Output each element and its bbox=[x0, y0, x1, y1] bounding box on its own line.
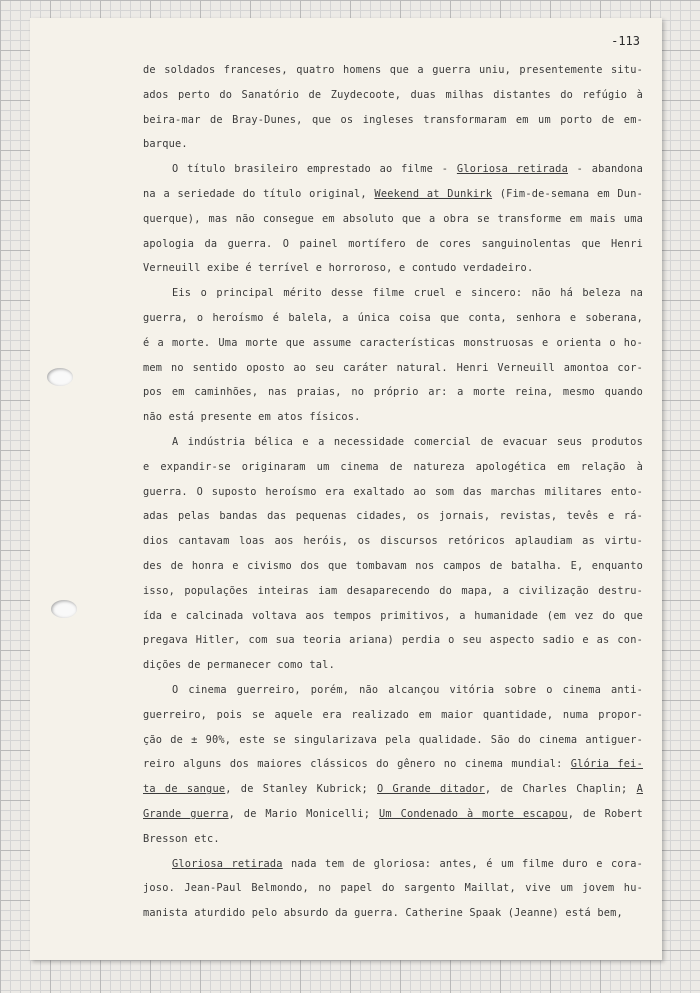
text-line bbox=[143, 157, 643, 182]
text-run: e expandir-se originaram um cinema de natureza apologética em relação à bbox=[143, 460, 643, 473]
text-run: , de Mario Monicelli; bbox=[228, 807, 379, 820]
text-line bbox=[143, 703, 643, 728]
text-line bbox=[143, 529, 643, 554]
text-line bbox=[143, 628, 643, 653]
text-line bbox=[143, 852, 643, 877]
text-line bbox=[143, 554, 643, 579]
text-run: Eis o principal mérito desse filme cruel e sincero: não há beleza na bbox=[172, 287, 643, 300]
text-line bbox=[143, 604, 643, 629]
text-run: dições de permanecer como tal. bbox=[143, 659, 335, 672]
text-line bbox=[143, 504, 643, 529]
text-run: (Fim-de-semana em Dun- bbox=[492, 187, 643, 200]
text-run: Bresson etc. bbox=[143, 832, 220, 845]
underlined-title: Gloriosa retirada bbox=[456, 163, 568, 176]
text-run: barque. bbox=[143, 138, 188, 151]
text-line bbox=[143, 306, 643, 331]
paragraph bbox=[143, 281, 643, 430]
text-run: pregava Hitler, com sua teoria ariana) perdia o seu aspecto sadio e as con- bbox=[143, 634, 643, 647]
paragraph bbox=[143, 852, 643, 926]
text-line bbox=[143, 182, 643, 207]
text-line bbox=[143, 281, 643, 306]
text-run: adas pelas bandas das pequenas cidades, os jornais, revistas, tevês e rá- bbox=[143, 510, 643, 523]
paragraph bbox=[143, 157, 643, 281]
text-run: , de Stanley Kubrick; bbox=[225, 783, 377, 796]
text-run: de soldados franceses, quatro homens que a guerra uniu, presentemente situ- bbox=[143, 64, 643, 76]
text-line bbox=[143, 876, 643, 901]
text-run: pos em caminhões, nas praias, no próprio ar: a morte reina, mesmo quando bbox=[143, 386, 643, 399]
underlined-title: Glória fei- bbox=[570, 758, 643, 771]
text-line bbox=[143, 678, 643, 703]
body-text bbox=[143, 58, 643, 926]
text-run: Verneuill exibe é terrível e horroroso, e contudo verdadeiro. bbox=[143, 262, 534, 275]
text-line bbox=[143, 752, 643, 777]
text-line bbox=[143, 827, 643, 852]
paragraph bbox=[143, 430, 643, 678]
underlined-title: ta de sangue bbox=[143, 783, 226, 796]
text-line bbox=[143, 256, 643, 281]
text-line bbox=[143, 380, 643, 405]
paragraph bbox=[143, 678, 643, 852]
text-run: dios cantavam loas aos heróis, os discursos retóricos aplaudiam as virtu- bbox=[143, 535, 643, 548]
text-line bbox=[143, 802, 643, 827]
text-line bbox=[143, 777, 643, 802]
text-run: , de Charles Chaplin; bbox=[484, 783, 637, 796]
text-line bbox=[143, 405, 643, 430]
text-run: nada tem de gloriosa: antes, é um filme duro e cora- bbox=[282, 857, 643, 870]
text-line bbox=[143, 430, 643, 455]
underlined-title: Um Condenado à morte escapou bbox=[378, 807, 568, 820]
punch-hole bbox=[47, 368, 73, 386]
page-number: -113 bbox=[611, 34, 640, 48]
text-run: A indústria bélica e a necessidade comercial de evacuar seus produtos bbox=[172, 435, 643, 448]
text-run: apologia da guerra. O painel mortífero de cores sanguinolentas que Henri bbox=[143, 237, 643, 250]
text-run: joso. Jean-Paul Belmondo, no papel do sargento Maillat, vive um jovem hu- bbox=[143, 882, 643, 895]
text-run: guerreiro, pois se aquele era realizado em maior quantidade, numa propor- bbox=[143, 708, 643, 721]
underlined-title: O Grande ditador bbox=[377, 783, 485, 796]
text-run: guerra, o heroísmo é balela, a única coisa que conta, senhora e soberana, bbox=[143, 311, 643, 324]
text-run: beira-mar de Bray-Dunes, que os ingleses transformaram em um porto de em- bbox=[143, 113, 643, 126]
underlined-title: Grande guerra bbox=[143, 807, 229, 820]
text-line bbox=[143, 480, 643, 505]
text-run: O título brasileiro emprestado ao filme - bbox=[172, 163, 457, 176]
text-line bbox=[143, 207, 643, 232]
text-run: é a morte. Uma morte que assume características monstruosas e orienta o ho- bbox=[143, 336, 643, 349]
text-run: isso, populações inteiras iam desaparecendo do mapa, a civilização destru- bbox=[143, 584, 643, 597]
text-run: - abandona bbox=[567, 163, 643, 176]
text-line bbox=[143, 653, 643, 678]
text-run: reiro alguns dos maiores clássicos do gênero no cinema mundial: bbox=[143, 758, 571, 771]
underlined-title: A bbox=[636, 783, 643, 796]
text-run: ados perto do Sanatório de Zuydecoote, duas milhas distantes do refúgio à bbox=[143, 88, 643, 101]
text-run: querque), mas não consegue em absoluto que a obra se transforme em mais uma bbox=[143, 212, 643, 225]
text-line bbox=[143, 108, 643, 133]
text-line bbox=[143, 579, 643, 604]
text-line bbox=[143, 356, 643, 381]
text-line bbox=[143, 901, 643, 926]
text-run: , de Robert bbox=[567, 807, 643, 820]
text-line bbox=[143, 132, 643, 157]
text-run: manista aturdido pelo absurdo da guerra. Catherine Spaak (Jeanne) está bem, bbox=[143, 907, 623, 920]
text-run: guerra. O suposto heroísmo era exaltado ao som das marchas militares ento- bbox=[143, 485, 643, 498]
text-line bbox=[143, 83, 643, 108]
text-line bbox=[143, 331, 643, 356]
paragraph bbox=[143, 58, 643, 157]
underlined-title: Gloriosa retirada bbox=[172, 857, 283, 870]
text-run: des de honra e civismo dos que tombavam nos campos de batalha. E, enquanto bbox=[143, 559, 643, 572]
text-run: não está presente em atos físicos. bbox=[143, 411, 361, 424]
text-run: mem no sentido oposto ao seu caráter natural. Henri Verneuill amontoa cor- bbox=[143, 361, 643, 374]
text-line bbox=[143, 728, 643, 753]
text-run: ída e calcinada voltava aos tempos primitivos, a humanidade (em vez do que bbox=[143, 609, 643, 622]
text-run: na a seriedade do título original, bbox=[143, 187, 375, 200]
text-line bbox=[143, 455, 643, 480]
text-run: ção de ± 90%, este se singularizava pela qualidade. São do cinema antiguer- bbox=[143, 733, 643, 746]
punch-hole bbox=[51, 600, 77, 618]
underlined-title: Weekend at Dunkirk bbox=[374, 187, 493, 200]
text-line bbox=[143, 58, 643, 83]
text-line bbox=[143, 232, 643, 257]
text-run: O cinema guerreiro, porém, não alcançou vitória sobre o cinema anti- bbox=[172, 683, 643, 696]
